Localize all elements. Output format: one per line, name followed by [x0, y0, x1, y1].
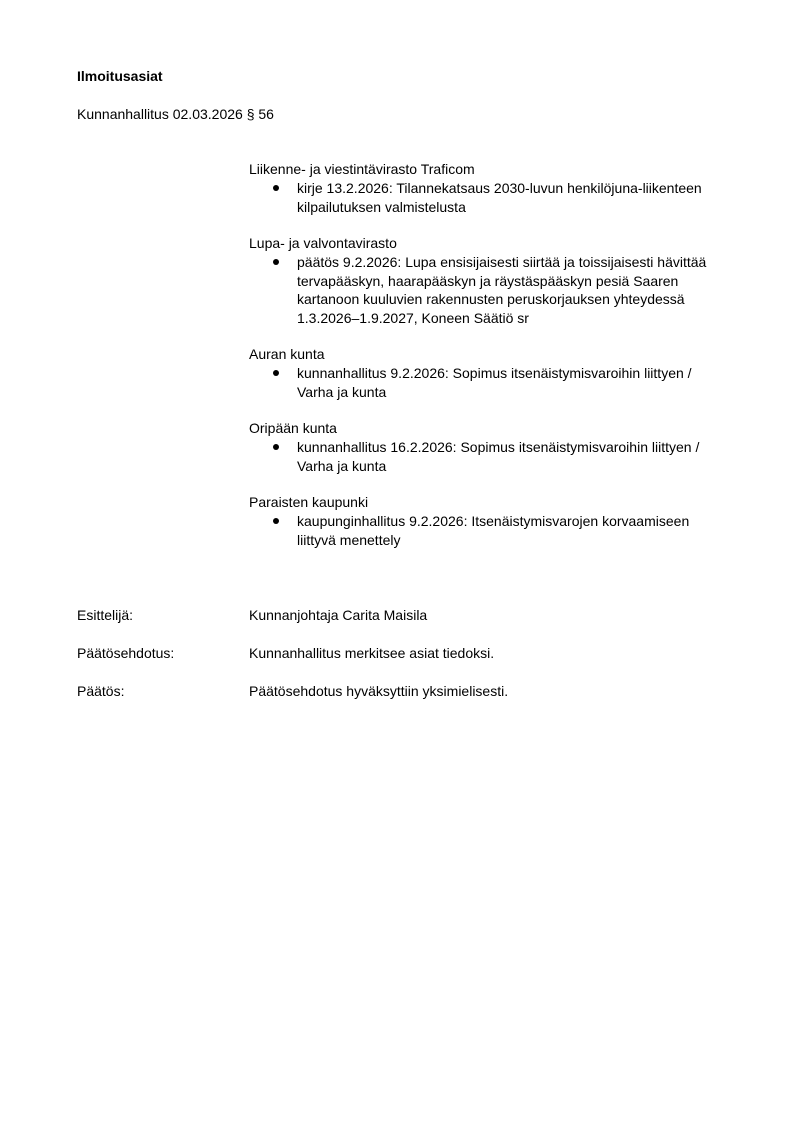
list-item [249, 253, 719, 327]
row-value: Kunnanhallitus merkitsee asiat tiedoksi. [249, 645, 495, 661]
list-item-text: päätös 9.2.2026: Lupa ensisijaisesti siirtää ja toissijaisesti hävittää tervapääskyn, haarapääskyn ja räystäspääskyn pesiä Saaren kartanoon kuuluvien rakennusten peruskorjauksen yhteydessä 1.3.2026–1.9.2027, Koneen Säätiö sr [297, 254, 707, 326]
list-item [249, 438, 719, 475]
row-label: Päätös: [77, 683, 125, 699]
section-title: Oripään kunta [249, 420, 337, 436]
row-label: Päätösehdotus: [77, 645, 175, 661]
section-items [249, 253, 719, 327]
section-oripaan-kunta [249, 419, 719, 475]
section-items [249, 512, 719, 549]
bullet-icon [273, 370, 279, 376]
bullet-icon [273, 518, 279, 524]
section-items [249, 364, 719, 401]
section-paraisten-kaupunki [249, 493, 719, 549]
announcement-sections [249, 160, 719, 567]
section-traficom [249, 160, 719, 216]
bullet-icon [273, 444, 279, 450]
list-item-text: kunnanhallitus 16.2.2026: Sopimus itsenäistymisvaroihin liittyen / Varha ja kunta [297, 439, 700, 474]
section-lupa-ja-valvontavirasto [249, 234, 719, 327]
list-item [249, 512, 719, 549]
bullet-icon [273, 259, 279, 265]
row-value: Päätösehdotus hyväksyttiin yksimielisesti. [249, 683, 509, 699]
decision-rows [77, 606, 717, 720]
section-title: Lupa- ja valvontavirasto [249, 235, 397, 251]
section-items [249, 438, 719, 475]
meeting-reference: Kunnanhallitus 02.03.2026 § 56 [77, 106, 274, 122]
list-item-text: kirje 13.2.2026: Tilannekatsaus 2030-luvun henkilöjuna-liikenteen kilpailutuksen valmistelusta [297, 180, 702, 215]
presenter-row [77, 606, 717, 625]
row-label: Esittelijä: [77, 607, 134, 623]
list-item [249, 364, 719, 401]
section-title: Auran kunta [249, 346, 325, 362]
section-auran-kunta [249, 345, 719, 401]
section-title: Liikenne- ja viestintävirasto Traficom [249, 161, 475, 177]
list-item-text: kaupunginhallitus 9.2.2026: Itsenäistymisvarojen korvaamiseen liittyvä menettely [297, 513, 690, 548]
proposal-row [77, 644, 717, 663]
section-items [249, 179, 719, 216]
document-heading: Ilmoitusasiat [77, 68, 163, 84]
decision-row [77, 682, 717, 701]
list-item [249, 179, 719, 216]
bullet-icon [273, 185, 279, 191]
section-title: Paraisten kaupunki [249, 494, 369, 510]
list-item-text: kunnanhallitus 9.2.2026: Sopimus itsenäistymisvaroihin liittyen / Varha ja kunta [297, 365, 692, 400]
row-value: Kunnanjohtaja Carita Maisila [249, 607, 428, 623]
